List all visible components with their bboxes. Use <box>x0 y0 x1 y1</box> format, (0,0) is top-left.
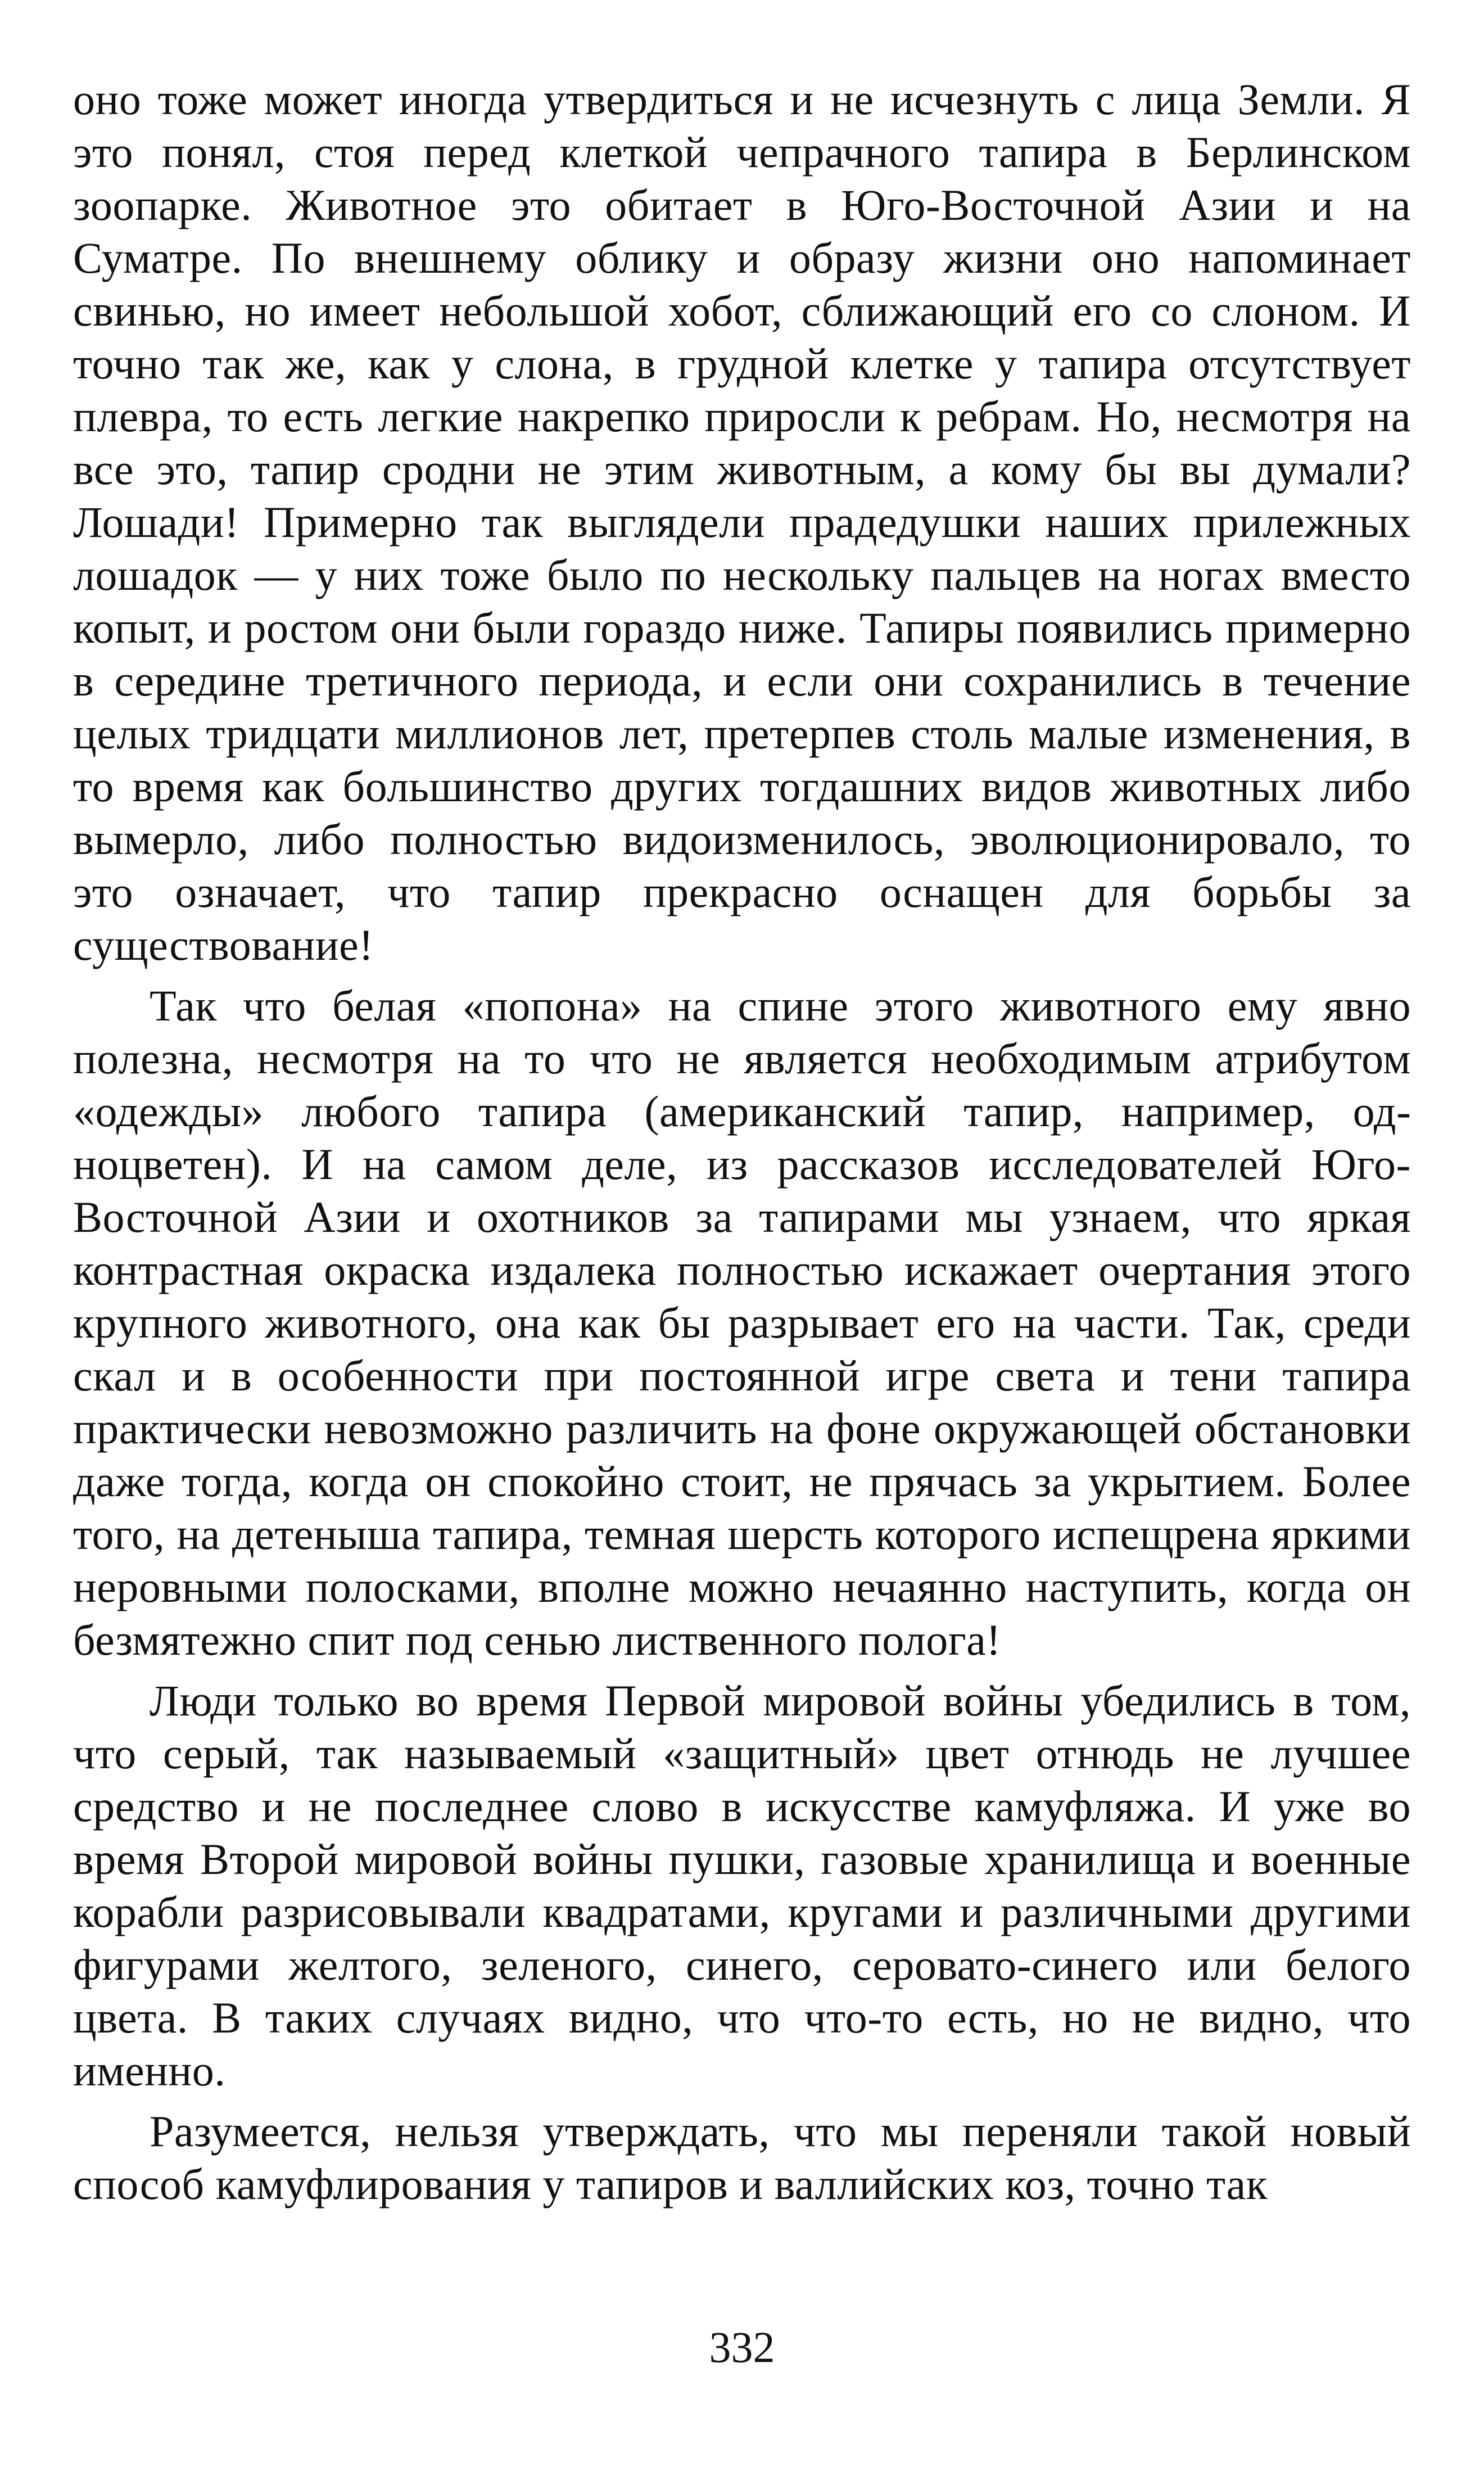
book-page <box>73 73 1411 2211</box>
body-text <box>73 73 1411 2211</box>
paragraph-conclusion-start: Разумеется, нельзя утверждать, что мы переняли такой новый способ камуфлирования у тапиров и валлийских коз, точно так <box>73 2107 1411 2208</box>
paragraph-tapir-coloring: Так что белая «попона» на спине этого животного ему явно полезна, несмотря на то что не является необходимым атрибутом «одежды» любого тапира (американский тапир, например, одноцветен). И на самом деле, из рассказов исследователей Юго-Восточной Азии и охотников за тапирами мы узнаем, что яркая контрастная окраска издалека полностью искажает очертания этого крупного животного, она как бы разрывает его на части. Так, среди скал и в особенности при постоянной игре света и тени тапира практически невозможно различить на фоне окружающей обстановки даже тогда, когда он спокойно стоит, не прячась за укрытием. Более того, на детеныша тапира, темная шерсть которого испещрена яркими неровными полосками, вполне можно нечаянно наступить, когда он безмятежно спит под сенью лиственного полога! <box>73 981 1411 1664</box>
page-number: 332 <box>709 2323 775 2372</box>
paragraph-camouflage-war: Люди только во время Первой мировой войны убедились в том, что серый, так называемый «защитный» цвет отнюдь не лучшее средство и не последнее слово в искусстве камуфляжа. И уже во время Второй мировой войны пушки, газовые хранилища и военные корабли разрисовывали квадратами, кругами и различными другими фигурами желтого, зеленого, синего, серовато-синего или белого цвета. В таких случаях видно, что что-то есть, но не видно, что именно. <box>73 1676 1411 2095</box>
paragraph-continued: оно тоже может иногда утвердиться и не исчезнуть с лица Земли. Я это понял, стоя перед клеткой чепрачного тапира в Берлинском зоопарке. Животное это обитает в Юго-Восточной Азии и на Суматре. По внешнему облику и образу жизни оно напоминает свинью, но имеет небольшой хобот, сближающий его со слоном. И точно так же, как у слона, в грудной клетке у тапира отсутствует плевра, то есть легкие накрепко приросли к ребрам. Но, несмотря на все это, тапир сродни не этим животным, а кому бы вы думали? Лошади! Примерно так выглядели прадедушки наших прилежных лошадок — у них тоже было по нескольку пальцев на ногах вместо копыт, и ростом они были гораздо ниже. Тапиры появились примерно в середине третичного периода, и если они сохранились в течение целых тридцати миллионов лет, претерпев столь малые изменения, в то время как большинство других тогдашних видов животных либо вымерло, либо полностью видоизменилось, эволюционировало, то это означает, что тапир прекрасно оснащен для борьбы за существование! <box>73 75 1411 969</box>
